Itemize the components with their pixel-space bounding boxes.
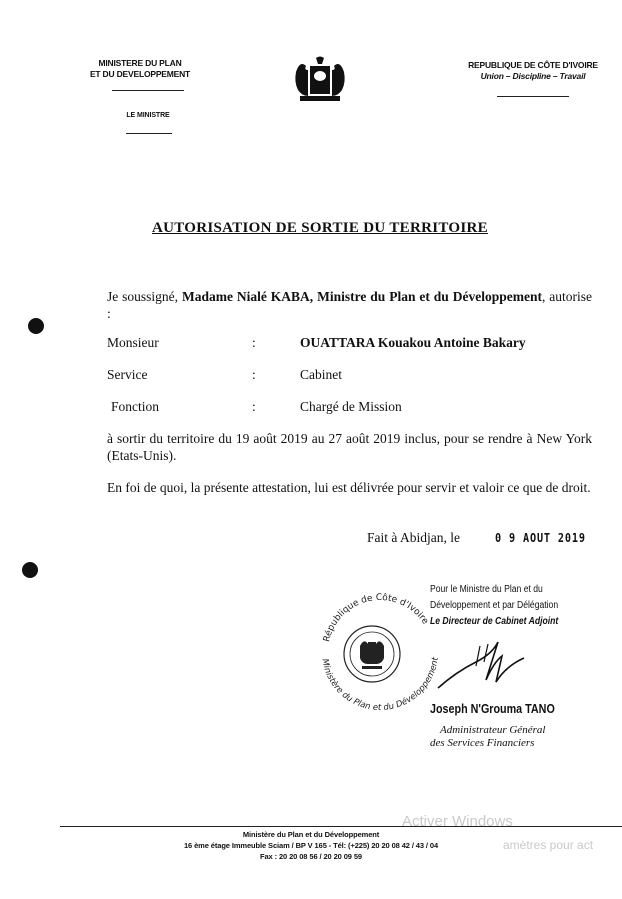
header-divider-left bbox=[112, 90, 184, 91]
footer-line-3: Fax : 20 20 08 56 / 20 20 09 59 bbox=[260, 852, 362, 861]
svg-text:Ministère du Plan et du Dévelo bbox=[319, 656, 440, 713]
field-colon: : bbox=[252, 335, 256, 350]
republic-header bbox=[448, 60, 618, 82]
republic-name: REPUBLIQUE DE CÔTE D'IVOIRE bbox=[468, 60, 598, 70]
field-colon: : bbox=[252, 399, 256, 414]
signer-title-1: Administrateur Général bbox=[440, 724, 546, 736]
handwritten-signature bbox=[436, 632, 526, 692]
official-stamp bbox=[310, 590, 450, 720]
punch-hole-top bbox=[28, 318, 44, 334]
minister-divider bbox=[126, 133, 172, 134]
ministry-line-2: ET DU DEVELOPPEMENT bbox=[89, 69, 191, 79]
footer-line-1: Ministère du Plan et du Développement bbox=[242, 830, 380, 839]
place-label: Fait à Abidjan, le bbox=[367, 530, 460, 545]
footer-divider bbox=[60, 826, 622, 827]
intro-paragraph bbox=[107, 288, 592, 322]
minister-label: LE MINISTRE bbox=[126, 112, 170, 119]
signer-name: Joseph N'Grouma TANO bbox=[430, 702, 555, 716]
intro-suffix: , autorise : bbox=[107, 289, 592, 321]
field-value-name: OUATTARA Kouakou Antoine Bakary bbox=[300, 335, 526, 350]
delegation-line-1: Pour le Ministre du Plan et du bbox=[430, 584, 543, 595]
ministry-line-1: MINISTERE DU PLAN bbox=[98, 58, 182, 68]
republic-motto: Union – Discipline – Travail bbox=[480, 71, 586, 81]
footer-line-2: 16 ème étage Immeuble Sciam / BP V 165 - Tél: (+225) 20 20 08 42 / 43 / 04 bbox=[183, 841, 439, 850]
field-label-fonction: Fonction bbox=[111, 399, 160, 414]
document-title: AUTORISATION DE SORTIE DU TERRITOIRE bbox=[152, 220, 488, 236]
field-value-fonction: Chargé de Mission bbox=[300, 399, 402, 414]
field-value-service: Cabinet bbox=[300, 367, 342, 382]
activation-watermark: Activer Windows bbox=[402, 813, 513, 830]
intro-prefix: Je soussigné, bbox=[107, 289, 182, 304]
punch-hole-bottom bbox=[22, 562, 38, 578]
ministry-header bbox=[60, 58, 220, 80]
delegation-line-3: Le Directeur de Cabinet Adjoint bbox=[430, 616, 559, 627]
delegation-line-2: Développement et par Délégation bbox=[430, 600, 559, 611]
signer-title-2: des Services Financiers bbox=[430, 737, 535, 749]
date-stamp: 0 9 AOUT 2019 bbox=[495, 531, 586, 545]
stamp-outer-text: République de Côte d'Ivoire bbox=[322, 592, 431, 644]
closing-paragraph: En foi de quoi, la présente attestation, lui est délivrée pour servir et valoir ce que de droit. bbox=[107, 480, 591, 495]
activation-watermark-sub: amètres pour act bbox=[503, 838, 594, 852]
signatory-name: Madame Nialé KABA, Ministre du Plan et du Développement bbox=[181, 289, 542, 304]
field-label-service: Service bbox=[107, 367, 148, 382]
header-divider-right bbox=[497, 96, 569, 97]
stamp-bottom-text: Ministère du Plan et du Développement bbox=[319, 656, 441, 714]
authorization-paragraph: à sortir du territoire du 19 août 2019 au 27 août 2019 inclus, pour se rendre à New York (Etats-Unis). bbox=[107, 431, 592, 463]
field-label-monsieur: Monsieur bbox=[107, 335, 159, 350]
field-colon: : bbox=[252, 367, 256, 382]
coat-of-arms-icon bbox=[292, 56, 348, 104]
svg-text:République de Côte d'Ivoire bbox=[322, 592, 430, 643]
